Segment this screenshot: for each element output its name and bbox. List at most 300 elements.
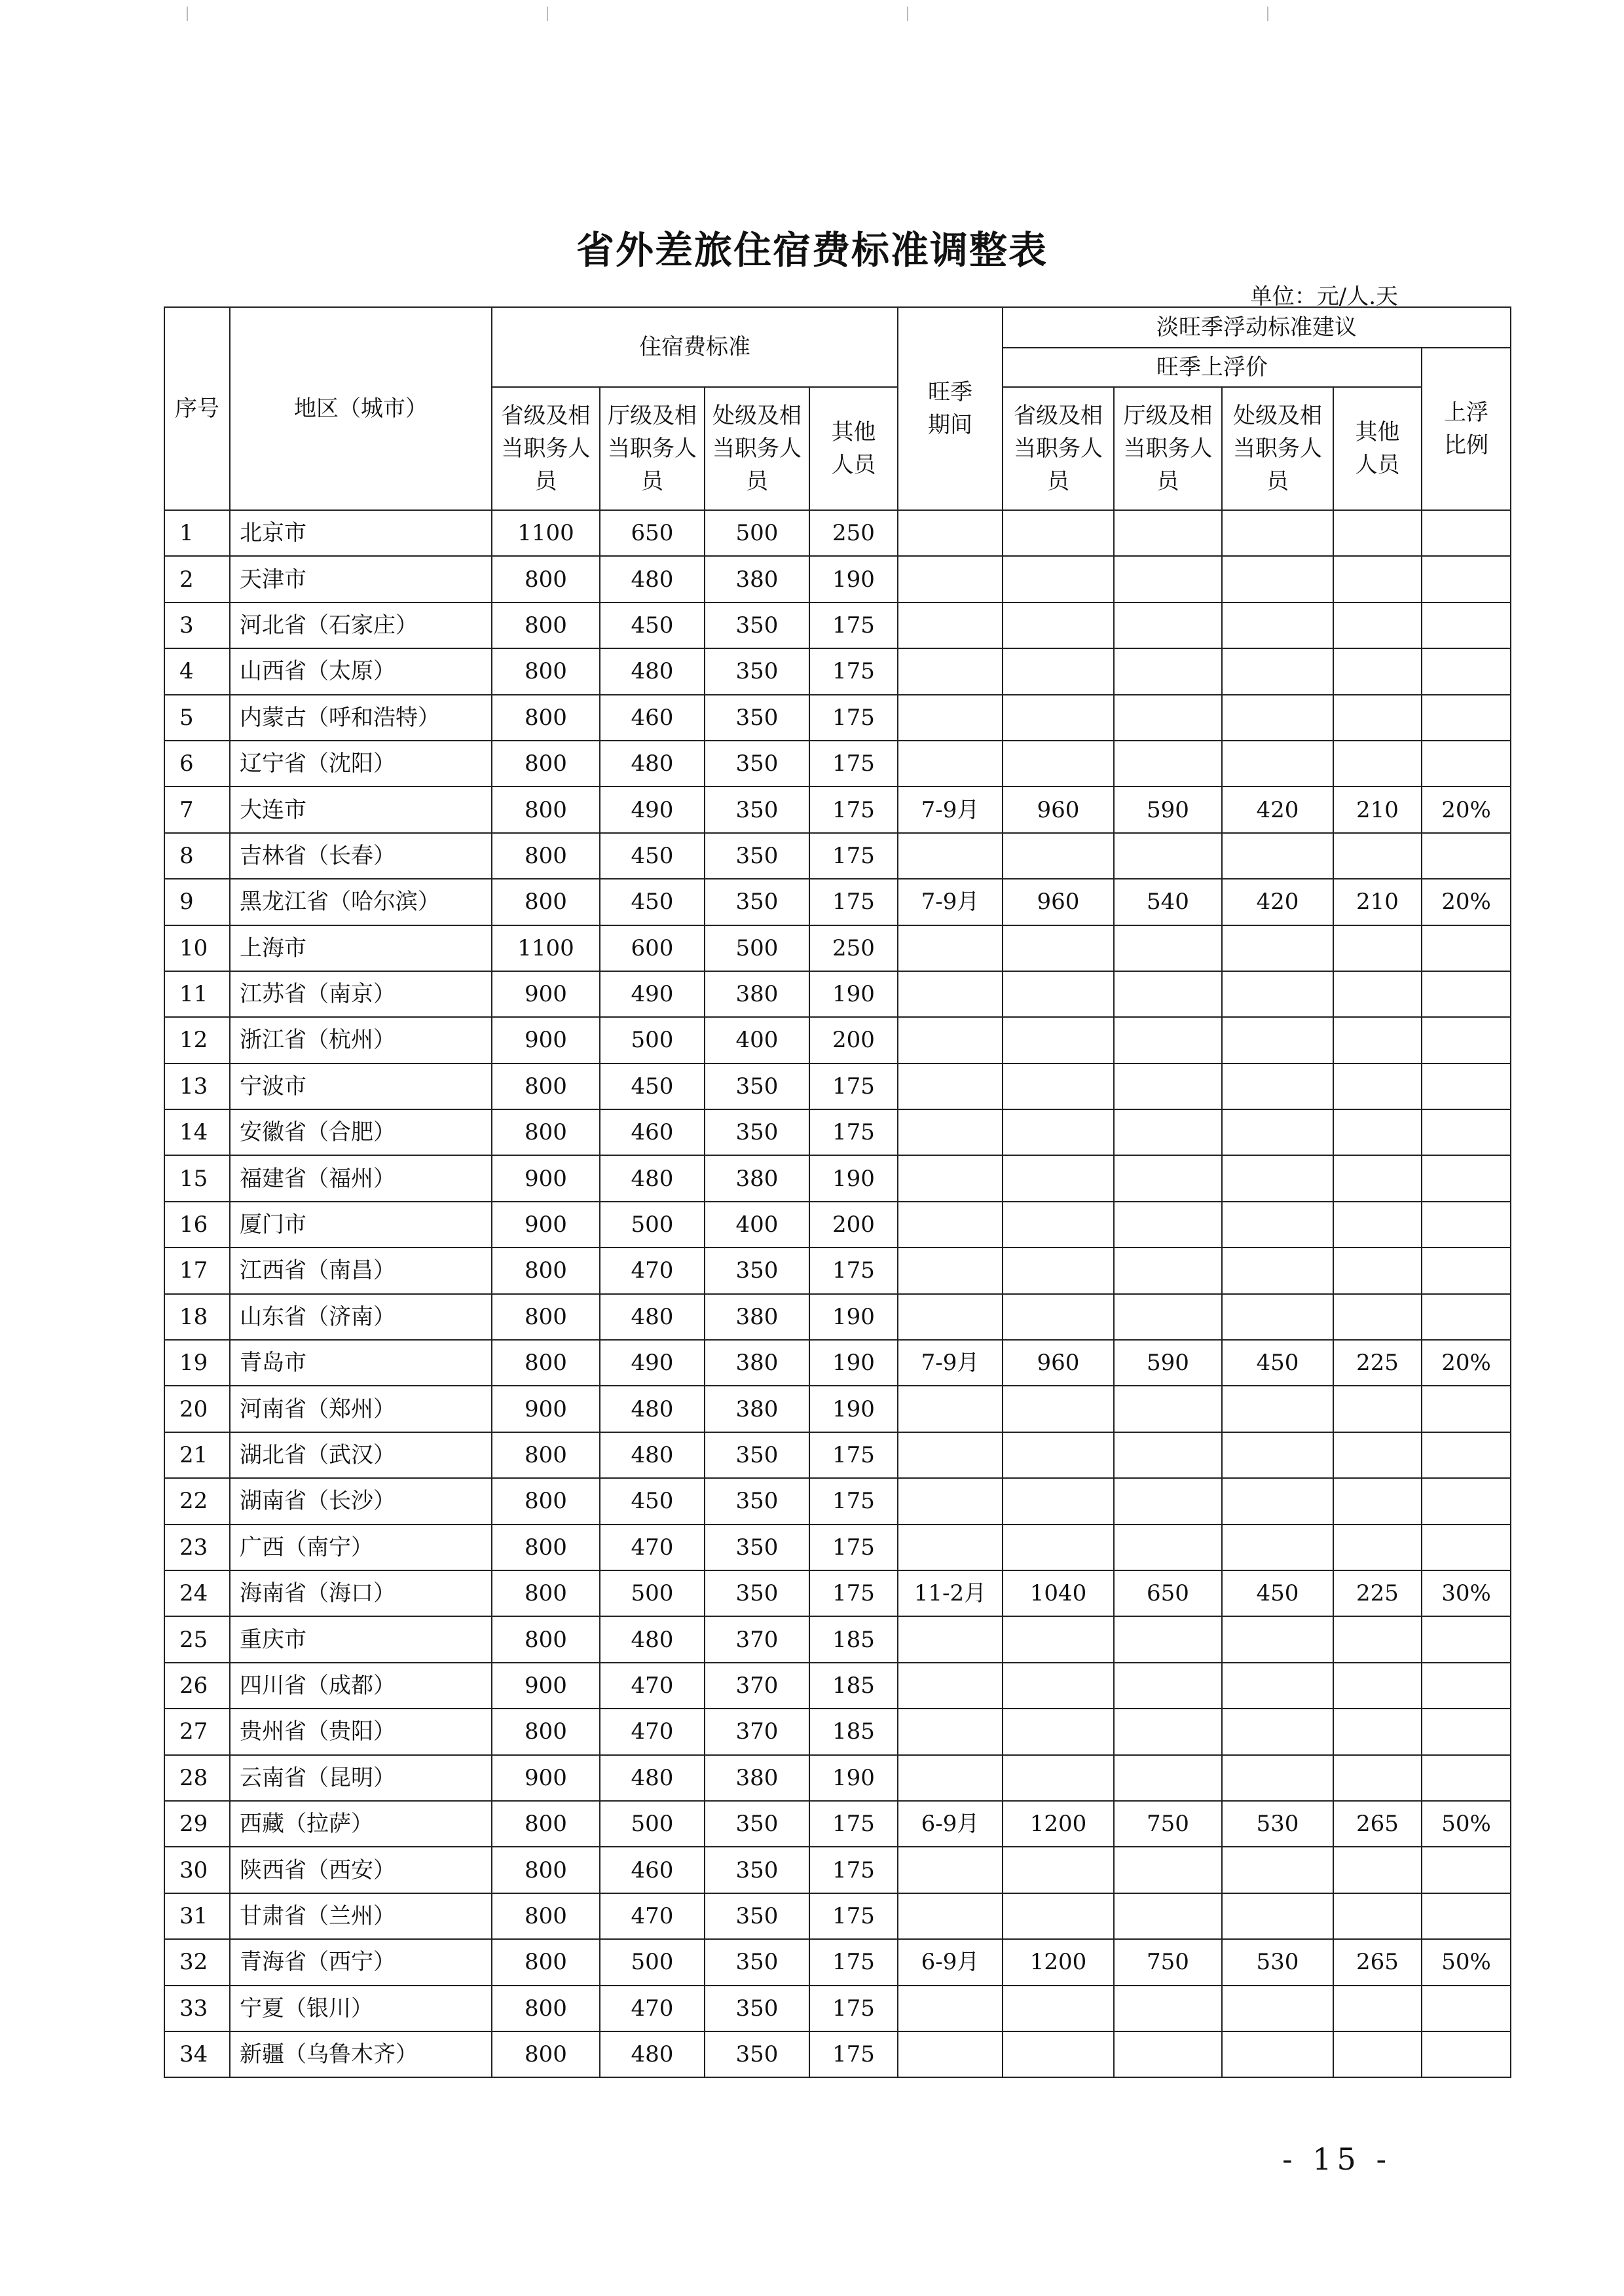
cell-p4 <box>1333 1155 1422 1201</box>
cell-region: 青岛市 <box>230 1340 492 1386</box>
header-standard: 住宿费标准 <box>492 307 898 387</box>
cell-p1 <box>1003 1663 1114 1709</box>
cell-s4: 175 <box>809 833 898 879</box>
cell-p2 <box>1114 925 1222 971</box>
header-floating: 淡旺季浮动标准建议 <box>1003 307 1511 348</box>
cell-s2: 480 <box>600 648 705 694</box>
cell-region: 山西省（太原） <box>230 648 492 694</box>
cell-s1: 900 <box>492 1017 600 1063</box>
cell-s4: 185 <box>809 1709 898 1754</box>
cell-p3 <box>1222 602 1333 648</box>
cell-s1: 800 <box>492 695 600 741</box>
cell-s3: 350 <box>705 787 809 832</box>
cell-seq: 9 <box>164 879 230 925</box>
cell-p3 <box>1222 833 1333 879</box>
cell-s3: 350 <box>705 1525 809 1570</box>
cell-p4 <box>1333 1064 1422 1109</box>
cell-s3: 350 <box>705 1847 809 1893</box>
cell-region: 江苏省（南京） <box>230 971 492 1017</box>
cell-p1 <box>1003 2031 1114 2077</box>
cell-region: 江西省（南昌） <box>230 1248 492 1293</box>
cell-p1 <box>1003 1616 1114 1662</box>
cell-region: 天津市 <box>230 556 492 602</box>
cell-s4: 250 <box>809 925 898 971</box>
cell-s2: 480 <box>600 1616 705 1662</box>
header-peak-bureau: 厅级及相当职务人员 <box>1114 387 1222 510</box>
cell-s1: 800 <box>492 1064 600 1109</box>
cell-period <box>898 1294 1003 1340</box>
cell-p1: 1200 <box>1003 1801 1114 1847</box>
cell-s2: 480 <box>600 2031 705 2077</box>
cell-s4: 175 <box>809 879 898 925</box>
cell-seq: 15 <box>164 1155 230 1201</box>
cell-period <box>898 1893 1003 1939</box>
cell-p1 <box>1003 1064 1114 1109</box>
cell-s3: 350 <box>705 1248 809 1293</box>
cell-p1 <box>1003 1755 1114 1801</box>
cell-ratio <box>1422 1109 1511 1155</box>
cell-s2: 500 <box>600 1017 705 1063</box>
cell-ratio: 20% <box>1422 1340 1511 1386</box>
cell-s1: 900 <box>492 1155 600 1201</box>
cell-p1 <box>1003 741 1114 787</box>
table-row <box>164 1248 1511 1293</box>
cell-p3 <box>1222 1017 1333 1063</box>
cell-ratio <box>1422 556 1511 602</box>
cell-p3 <box>1222 971 1333 1017</box>
cell-p2 <box>1114 695 1222 741</box>
cell-s3: 350 <box>705 1432 809 1478</box>
cell-seq: 13 <box>164 1064 230 1109</box>
cell-p2 <box>1114 1386 1222 1432</box>
cell-p3 <box>1222 1478 1333 1524</box>
header-peak-division: 处级及相当职务人员 <box>1222 387 1333 510</box>
cell-s4: 185 <box>809 1616 898 1662</box>
cell-p2 <box>1114 1755 1222 1801</box>
cell-p2: 750 <box>1114 1801 1222 1847</box>
cell-p1 <box>1003 556 1114 602</box>
cell-s1: 1100 <box>492 925 600 971</box>
cell-p1 <box>1003 1017 1114 1063</box>
cell-ratio <box>1422 2031 1511 2077</box>
cell-s2: 480 <box>600 741 705 787</box>
cell-s3: 350 <box>705 833 809 879</box>
cell-s1: 800 <box>492 1109 600 1155</box>
table-row <box>164 1986 1511 2031</box>
table-row <box>164 602 1511 648</box>
cell-s4: 175 <box>809 1986 898 2031</box>
cell-region: 内蒙古（呼和浩特） <box>230 695 492 741</box>
cell-seq: 6 <box>164 741 230 787</box>
cell-period <box>898 1248 1003 1293</box>
cell-p1 <box>1003 648 1114 694</box>
cell-region: 四川省（成都） <box>230 1663 492 1709</box>
cell-period <box>898 695 1003 741</box>
cell-p3 <box>1222 1294 1333 1340</box>
cell-p3 <box>1222 1709 1333 1754</box>
cell-region: 贵州省（贵阳） <box>230 1709 492 1754</box>
cell-seq: 20 <box>164 1386 230 1432</box>
cell-s2: 450 <box>600 1478 705 1524</box>
cell-s4: 190 <box>809 1340 898 1386</box>
table-row <box>164 2031 1511 2077</box>
cell-ratio <box>1422 1847 1511 1893</box>
cell-p4: 210 <box>1333 879 1422 925</box>
scan-mark <box>907 7 908 21</box>
cell-seq: 34 <box>164 2031 230 2077</box>
cell-p4 <box>1333 1847 1422 1893</box>
cell-seq: 24 <box>164 1570 230 1616</box>
table-row <box>164 1801 1511 1847</box>
cell-s1: 800 <box>492 1478 600 1524</box>
cell-p4 <box>1333 1986 1422 2031</box>
table-row <box>164 1663 1511 1709</box>
page-number: - 15 - <box>1282 2141 1392 2177</box>
cell-p3: 530 <box>1222 1801 1333 1847</box>
cell-seq: 11 <box>164 971 230 1017</box>
cell-period <box>898 1155 1003 1201</box>
cell-p4: 210 <box>1333 787 1422 832</box>
cell-s2: 460 <box>600 1109 705 1155</box>
cell-s2: 470 <box>600 1248 705 1293</box>
cell-ratio <box>1422 1294 1511 1340</box>
cell-s1: 800 <box>492 1570 600 1616</box>
cell-s2: 480 <box>600 1386 705 1432</box>
cell-ratio <box>1422 1432 1511 1478</box>
cell-s4: 175 <box>809 1478 898 1524</box>
cell-s3: 500 <box>705 510 809 556</box>
cell-p4 <box>1333 1709 1422 1754</box>
header-peak-ministerial: 省级及相当职务人员 <box>1003 387 1114 510</box>
cell-region: 厦门市 <box>230 1202 492 1248</box>
cell-s4: 175 <box>809 1847 898 1893</box>
cell-s4: 190 <box>809 1294 898 1340</box>
cell-s3: 350 <box>705 2031 809 2077</box>
cell-region: 浙江省（杭州） <box>230 1017 492 1063</box>
cell-s1: 900 <box>492 1202 600 1248</box>
cell-s4: 175 <box>809 741 898 787</box>
cell-p4 <box>1333 695 1422 741</box>
cell-p2: 750 <box>1114 1939 1222 1985</box>
cell-seq: 4 <box>164 648 230 694</box>
cell-p3 <box>1222 741 1333 787</box>
cell-ratio <box>1422 1616 1511 1662</box>
cell-s2: 500 <box>600 1939 705 1985</box>
cell-region: 上海市 <box>230 925 492 971</box>
table-row <box>164 1478 1511 1524</box>
cell-period: 7-9月 <box>898 787 1003 832</box>
cell-p1 <box>1003 1986 1114 2031</box>
cell-ratio <box>1422 1986 1511 2031</box>
cell-seq: 7 <box>164 787 230 832</box>
cell-ratio <box>1422 1017 1511 1063</box>
cell-p3 <box>1222 1386 1333 1432</box>
cell-s4: 175 <box>809 695 898 741</box>
cell-p2: 650 <box>1114 1570 1222 1616</box>
cell-p3 <box>1222 556 1333 602</box>
cell-p1: 960 <box>1003 1340 1114 1386</box>
cell-ratio <box>1422 648 1511 694</box>
cell-s2: 460 <box>600 695 705 741</box>
cell-s1: 800 <box>492 1432 600 1478</box>
cell-region: 吉林省（长春） <box>230 833 492 879</box>
cell-seq: 22 <box>164 1478 230 1524</box>
cell-region: 广西（南宁） <box>230 1525 492 1570</box>
cell-ratio <box>1422 1248 1511 1293</box>
cell-ratio <box>1422 1478 1511 1524</box>
cell-s2: 470 <box>600 1986 705 2031</box>
cell-p1 <box>1003 1386 1114 1432</box>
cell-region: 甘肃省（兰州） <box>230 1893 492 1939</box>
cell-period: 6-9月 <box>898 1801 1003 1847</box>
table-row <box>164 1525 1511 1570</box>
cell-p4 <box>1333 1893 1422 1939</box>
cell-p2 <box>1114 1017 1222 1063</box>
cell-p4: 265 <box>1333 1939 1422 1985</box>
table-row <box>164 879 1511 925</box>
table-row <box>164 787 1511 832</box>
cell-s1: 800 <box>492 787 600 832</box>
cell-region: 河北省（石家庄） <box>230 602 492 648</box>
cell-region: 大连市 <box>230 787 492 832</box>
cell-s1: 800 <box>492 1340 600 1386</box>
cell-p3 <box>1222 2031 1333 2077</box>
cell-p2 <box>1114 2031 1222 2077</box>
cell-p4 <box>1333 1432 1422 1478</box>
cell-ratio <box>1422 741 1511 787</box>
table-row <box>164 1847 1511 1893</box>
cell-p1 <box>1003 1109 1114 1155</box>
table-row <box>164 1570 1511 1616</box>
cell-p3: 420 <box>1222 879 1333 925</box>
cell-p2 <box>1114 1432 1222 1478</box>
cell-region: 宁波市 <box>230 1064 492 1109</box>
cell-p2 <box>1114 602 1222 648</box>
cell-p3: 530 <box>1222 1939 1333 1985</box>
cell-region: 湖北省（武汉） <box>230 1432 492 1478</box>
cell-ratio: 30% <box>1422 1570 1511 1616</box>
cell-p2 <box>1114 510 1222 556</box>
cell-p1: 960 <box>1003 787 1114 832</box>
cell-s3: 350 <box>705 695 809 741</box>
table-row <box>164 833 1511 879</box>
cell-ratio <box>1422 1202 1511 1248</box>
cell-s4: 190 <box>809 971 898 1017</box>
cell-s4: 200 <box>809 1017 898 1063</box>
cell-ratio <box>1422 1755 1511 1801</box>
cell-seq: 12 <box>164 1017 230 1063</box>
cell-p1 <box>1003 1478 1114 1524</box>
cell-p4 <box>1333 1248 1422 1293</box>
table-row <box>164 1893 1511 1939</box>
cell-s3: 380 <box>705 1340 809 1386</box>
cell-seq: 32 <box>164 1939 230 1985</box>
cell-s2: 650 <box>600 510 705 556</box>
cell-p3 <box>1222 1663 1333 1709</box>
cell-p2 <box>1114 556 1222 602</box>
cell-s4: 200 <box>809 1202 898 1248</box>
cell-s2: 480 <box>600 1294 705 1340</box>
cell-p3 <box>1222 925 1333 971</box>
cell-s4: 175 <box>809 1248 898 1293</box>
cell-seq: 30 <box>164 1847 230 1893</box>
cell-period <box>898 1709 1003 1754</box>
cell-ratio <box>1422 1064 1511 1109</box>
cell-s4: 190 <box>809 1386 898 1432</box>
cell-s2: 470 <box>600 1525 705 1570</box>
cell-period <box>898 833 1003 879</box>
cell-ratio <box>1422 833 1511 879</box>
cell-p3 <box>1222 1155 1333 1201</box>
cell-p2 <box>1114 1109 1222 1155</box>
cell-s3: 350 <box>705 1986 809 2031</box>
cell-period <box>898 1109 1003 1155</box>
cell-period <box>898 925 1003 971</box>
cell-s1: 800 <box>492 2031 600 2077</box>
cell-s1: 800 <box>492 1939 600 1985</box>
cell-s1: 900 <box>492 1386 600 1432</box>
cell-p2 <box>1114 1294 1222 1340</box>
table-row <box>164 971 1511 1017</box>
cell-seq: 3 <box>164 602 230 648</box>
cell-seq: 26 <box>164 1663 230 1709</box>
header-ratio: 上浮比例 <box>1422 348 1511 510</box>
cell-p3 <box>1222 1755 1333 1801</box>
cell-p4 <box>1333 1386 1422 1432</box>
cell-region: 河南省（郑州） <box>230 1386 492 1432</box>
cell-p3 <box>1222 1202 1333 1248</box>
cell-s3: 380 <box>705 971 809 1017</box>
cell-s4: 175 <box>809 1893 898 1939</box>
cell-p4 <box>1333 1294 1422 1340</box>
cell-p3 <box>1222 1248 1333 1293</box>
cell-p2 <box>1114 648 1222 694</box>
cell-p3: 450 <box>1222 1340 1333 1386</box>
cell-p3 <box>1222 1432 1333 1478</box>
cell-p2 <box>1114 1986 1222 2031</box>
cell-s3: 350 <box>705 1478 809 1524</box>
cell-seq: 19 <box>164 1340 230 1386</box>
cell-s3: 380 <box>705 556 809 602</box>
cell-p3 <box>1222 1064 1333 1109</box>
header-seq: 序号 <box>164 307 230 510</box>
cell-p3 <box>1222 1525 1333 1570</box>
cell-p2 <box>1114 1525 1222 1570</box>
cell-period: 7-9月 <box>898 1340 1003 1386</box>
cell-p1 <box>1003 925 1114 971</box>
cell-s1: 900 <box>492 1663 600 1709</box>
table-row <box>164 741 1511 787</box>
cell-p3 <box>1222 1616 1333 1662</box>
cell-p3 <box>1222 1986 1333 2031</box>
cell-s2: 490 <box>600 971 705 1017</box>
cell-p3: 450 <box>1222 1570 1333 1616</box>
cell-p1 <box>1003 1294 1114 1340</box>
cell-s4: 175 <box>809 1525 898 1570</box>
cell-p2 <box>1114 1202 1222 1248</box>
cell-period <box>898 1017 1003 1063</box>
cell-seq: 23 <box>164 1525 230 1570</box>
cell-p2 <box>1114 1248 1222 1293</box>
cell-period <box>898 971 1003 1017</box>
cell-p2: 540 <box>1114 879 1222 925</box>
cell-period <box>898 1755 1003 1801</box>
cell-s2: 470 <box>600 1709 705 1754</box>
cell-ratio: 20% <box>1422 787 1511 832</box>
cell-ratio <box>1422 510 1511 556</box>
cell-seq: 17 <box>164 1248 230 1293</box>
table-row <box>164 1340 1511 1386</box>
table-row <box>164 925 1511 971</box>
cell-p2: 590 <box>1114 1340 1222 1386</box>
cell-s3: 370 <box>705 1616 809 1662</box>
table-row <box>164 1432 1511 1478</box>
cell-period <box>898 1202 1003 1248</box>
cell-region: 青海省（西宁） <box>230 1939 492 1985</box>
cell-p1 <box>1003 695 1114 741</box>
cell-p4 <box>1333 2031 1422 2077</box>
cell-p4 <box>1333 1202 1422 1248</box>
cell-p1 <box>1003 1847 1114 1893</box>
cell-s2: 480 <box>600 1755 705 1801</box>
cell-s3: 350 <box>705 879 809 925</box>
header-ministerial: 省级及相当职务人员 <box>492 387 600 510</box>
cell-p4: 225 <box>1333 1340 1422 1386</box>
cell-p1 <box>1003 1525 1114 1570</box>
cell-p4 <box>1333 1109 1422 1155</box>
header-region: 地区（城市） <box>230 307 492 510</box>
cell-period <box>898 1847 1003 1893</box>
cell-s1: 800 <box>492 1847 600 1893</box>
cell-ratio <box>1422 971 1511 1017</box>
cell-s3: 350 <box>705 648 809 694</box>
cell-p2: 590 <box>1114 787 1222 832</box>
cell-s2: 480 <box>600 556 705 602</box>
cell-s4: 175 <box>809 1570 898 1616</box>
cell-s3: 500 <box>705 925 809 971</box>
cell-ratio: 50% <box>1422 1939 1511 1985</box>
cell-s4: 190 <box>809 556 898 602</box>
unit-label: 单位：元/人.天 <box>1249 284 1398 310</box>
cell-p4 <box>1333 1663 1422 1709</box>
header-division: 处级及相当职务人员 <box>705 387 809 510</box>
cell-s1: 800 <box>492 1893 600 1939</box>
cell-s1: 800 <box>492 602 600 648</box>
table-row <box>164 1939 1511 1985</box>
cell-s2: 480 <box>600 1432 705 1478</box>
table-body <box>164 510 1511 2077</box>
cell-region: 黑龙江省（哈尔滨） <box>230 879 492 925</box>
cell-s3: 370 <box>705 1663 809 1709</box>
header-other: 其他人员 <box>809 387 898 510</box>
cell-p4 <box>1333 1616 1422 1662</box>
cell-s3: 350 <box>705 1939 809 1985</box>
cell-s3: 350 <box>705 602 809 648</box>
cell-s1: 800 <box>492 879 600 925</box>
cell-s3: 350 <box>705 1570 809 1616</box>
cell-period <box>898 556 1003 602</box>
cell-s2: 470 <box>600 1893 705 1939</box>
cell-s3: 350 <box>705 1893 809 1939</box>
cell-period <box>898 1386 1003 1432</box>
cell-p1 <box>1003 833 1114 879</box>
cell-p3 <box>1222 1847 1333 1893</box>
cell-s2: 450 <box>600 879 705 925</box>
cell-ratio <box>1422 695 1511 741</box>
cell-region: 福建省（福州） <box>230 1155 492 1201</box>
cell-p4 <box>1333 971 1422 1017</box>
cell-p1 <box>1003 510 1114 556</box>
